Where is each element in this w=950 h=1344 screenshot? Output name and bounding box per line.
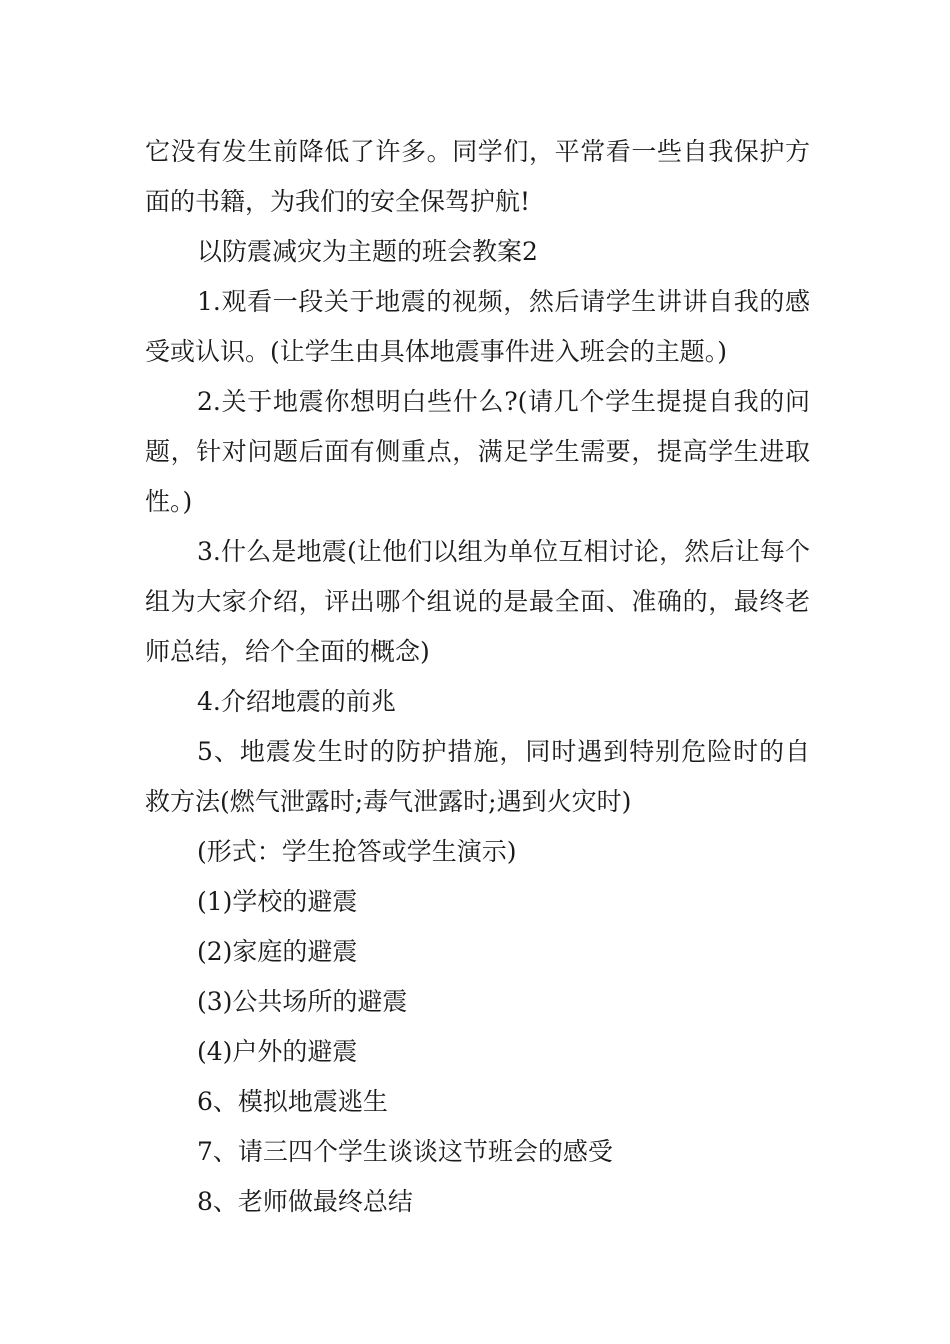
lesson-plan-heading: 以防震减灾为主题的班会教案2 [197,237,538,266]
step-8-paragraph: 8、老师做最终总结 [197,1187,413,1216]
step-2-paragraph: 2.关于地震你想明白些什么?(请几个学生提提自我的问题，针对问题后面有侧重点，满足学生需要，提高学生进取性。) [145,387,810,516]
step-6-paragraph: 6、模拟地震逃生 [197,1087,388,1116]
sub-item-2: (2)家庭的避震 [197,937,358,966]
document-body [145,127,810,1227]
sub-item-4: (4)户外的避震 [197,1037,358,1066]
step-5-paragraph: 5、地震发生时的防护措施，同时遇到特别危险时的自救方法(燃气泄露时;毒气泄露时;遇到火灾时) [145,737,810,816]
sub-item-1: (1)学校的避震 [197,887,358,916]
step-7-paragraph: 7、请三四个学生谈谈这节班会的感受 [197,1137,613,1166]
step-1-paragraph: 1.观看一段关于地震的视频，然后请学生讲讲自我的感受或认识。(让学生由具体地震事件进入班会的主题。) [145,287,810,366]
step-3-paragraph: 3.什么是地震(让他们以组为单位互相讨论，然后让每个组为大家介绍，评出哪个组说的是最全面、准确的，最终老师总结，给个全面的概念) [145,537,810,666]
sub-item-3: (3)公共场所的避震 [197,987,408,1016]
paragraph-continuation: 它没有发生前降低了许多。同学们，平常看一些自我保护方面的书籍，为我们的安全保驾护航! [145,137,810,216]
format-note: (形式：学生抢答或学生演示) [197,837,517,866]
step-4-paragraph: 4.介绍地震的前兆 [197,687,396,716]
